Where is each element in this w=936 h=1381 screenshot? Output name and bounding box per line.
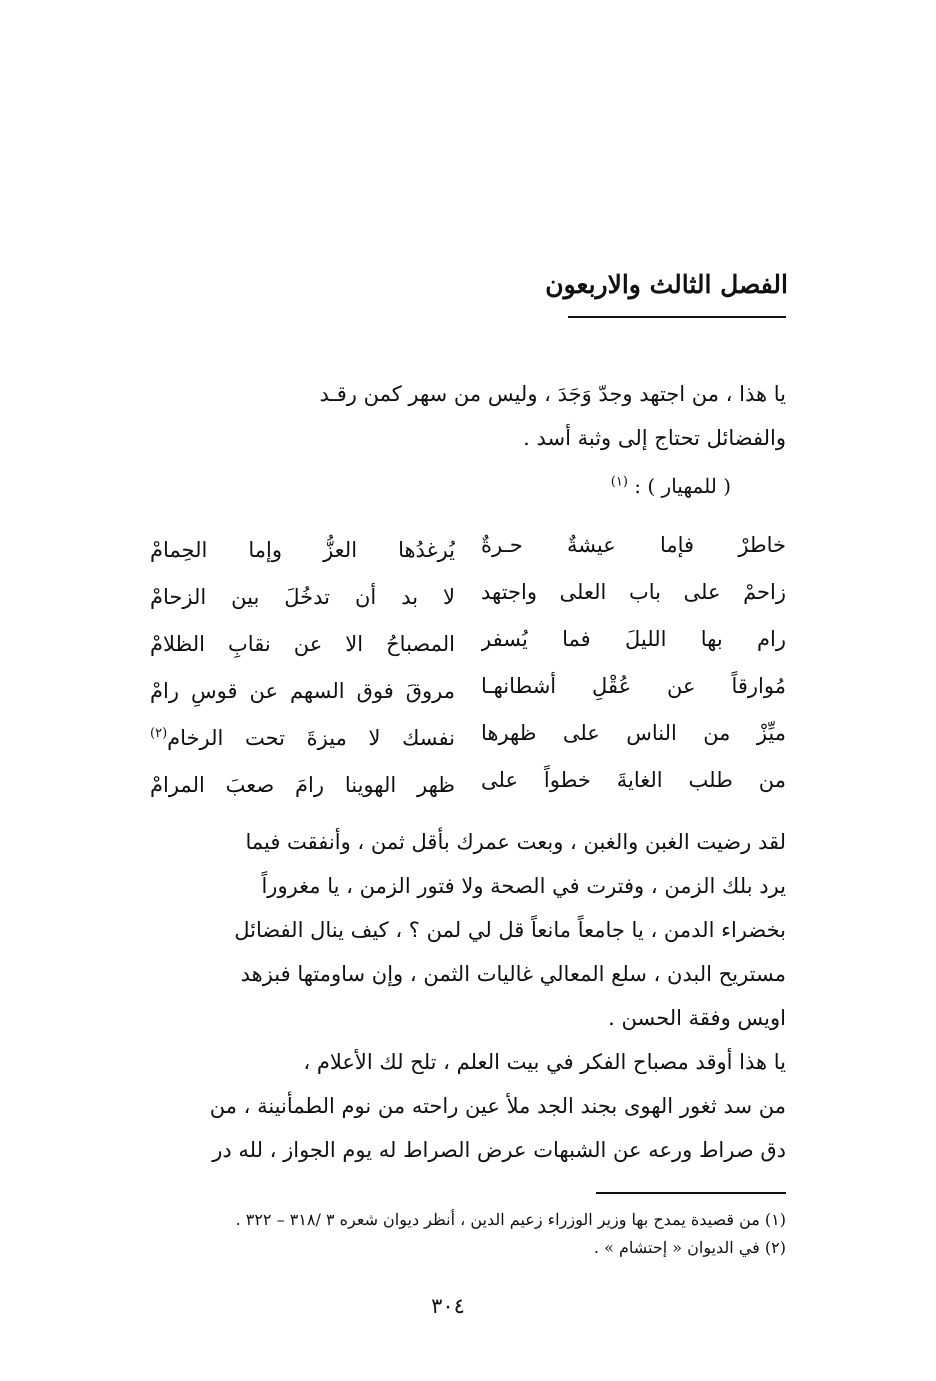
verse-first-hemistich: ميِّزْ من الناس على ظهرها: [481, 721, 786, 745]
paragraph-3: [150, 1040, 786, 1172]
hemistich-text: نفسك لا ميزةَ تحت الرخام: [167, 726, 455, 750]
verse-second-hemistich: [150, 757, 455, 804]
page-number: ٣٠٤: [431, 1294, 465, 1318]
hemistich-text: لا بد أن تدخُلَ بين الزحامْ: [150, 585, 455, 609]
verse-second-hemistich: [150, 710, 455, 757]
hemistich-text: المصباحُ الا عن نقابِ الظلامْ: [150, 632, 455, 656]
footnote-separator: [596, 1192, 786, 1194]
poem-verse: [150, 710, 786, 757]
verse-second-hemistich: [150, 522, 455, 569]
verse-first-hemistich: خاطرْ فإما عيشةٌ حـرةٌ: [481, 533, 786, 557]
paragraph-line: والفضائل تحتاج إلى وثبة أسد .: [523, 426, 786, 450]
verse-first-hemistich: زاحمْ على باب العلى واجتهد: [481, 580, 786, 604]
paragraph-2: [150, 820, 786, 1040]
footnote: (١) من قصيدة يمدح بها وزير الوزراء زعيم الدين ، أنظر ديوان شعره ٣ /٣١٨ – ٣٢٢ .: [235, 1210, 786, 1229]
paragraph-line: يرد بلك الزمن ، وفترت في الصحة ولا فتور الزمن ، يا مغروراً: [261, 874, 786, 898]
paragraph-line: يا هذا ، من اجتهد وجدّ وَجَدَ ، وليس من سهر كمن رقـد: [319, 382, 786, 406]
footnote: (٢) في الديوان « إحتشام » .: [593, 1238, 786, 1257]
poet-label-text: ( للمهيار ) :: [634, 474, 731, 498]
verse-first-hemistich: من طلب الغايةَ خطواً على: [481, 768, 786, 792]
footnote-ref: (٢): [150, 726, 168, 741]
footnotes: [146, 1206, 786, 1262]
paragraph-line: دق صراط ورعه عن الشبهات عرض الصراط له يوم الجواز ، لله در: [212, 1138, 786, 1162]
verse-second-hemistich: [150, 663, 455, 710]
poem: [150, 522, 786, 804]
poem-verse: [150, 616, 786, 663]
poet-attribution: [611, 474, 731, 498]
poem-verse: [150, 663, 786, 710]
paragraph-line: يا هذا أوقد مصباح الفكر في بيت العلم ، تلح لك الأعلام ،: [303, 1050, 786, 1074]
paragraph-line: لقد رضيت الغبن والغبن ، وبعت عمرك بأقل ثمن ، وأنفقت فيما: [245, 830, 786, 854]
verse-second-hemistich: [150, 616, 455, 663]
poem-verse: [150, 757, 786, 804]
verse-first-hemistich: مُوارقاً عن عُقْلِ أشطانهـا: [481, 674, 786, 698]
footnote-ref: (١): [610, 474, 628, 490]
hemistich-text: ظهر الهوينا رامَ صعبَ المرامْ: [150, 773, 455, 797]
paragraph-1: [150, 372, 786, 460]
poem-verse: [150, 569, 786, 616]
hemistich-text: يُرغدُها العزُّ وإما الحِمامْ: [150, 538, 455, 562]
paragraph-line: مستريح البدن ، سلع المعالي غاليات الثمن ، وإن ساومتها فبزهد: [240, 962, 786, 986]
hemistich-text: مروقَ فوق السهم عن قوسِ رامْ: [150, 679, 455, 703]
poem-verse: [150, 522, 786, 569]
verse-first-hemistich: رام بها الليلَ فما يُسفر: [481, 627, 786, 651]
title-underline: [568, 316, 786, 318]
chapter-title: الفصل الثالث والاربعون: [545, 270, 788, 299]
verse-second-hemistich: [150, 569, 455, 616]
paragraph-line: اويس وفقة الحسن .: [608, 1006, 786, 1030]
paragraph-line: بخضراء الدمن ، يا جامعاً مانعاً قل لي لمن ؟ ، كيف ينال الفضائل: [234, 918, 786, 942]
paragraph-line: من سد ثغور الهوى بجند الجد ملأ عين راحته من نوم الطمأنينة ، من: [209, 1094, 786, 1118]
